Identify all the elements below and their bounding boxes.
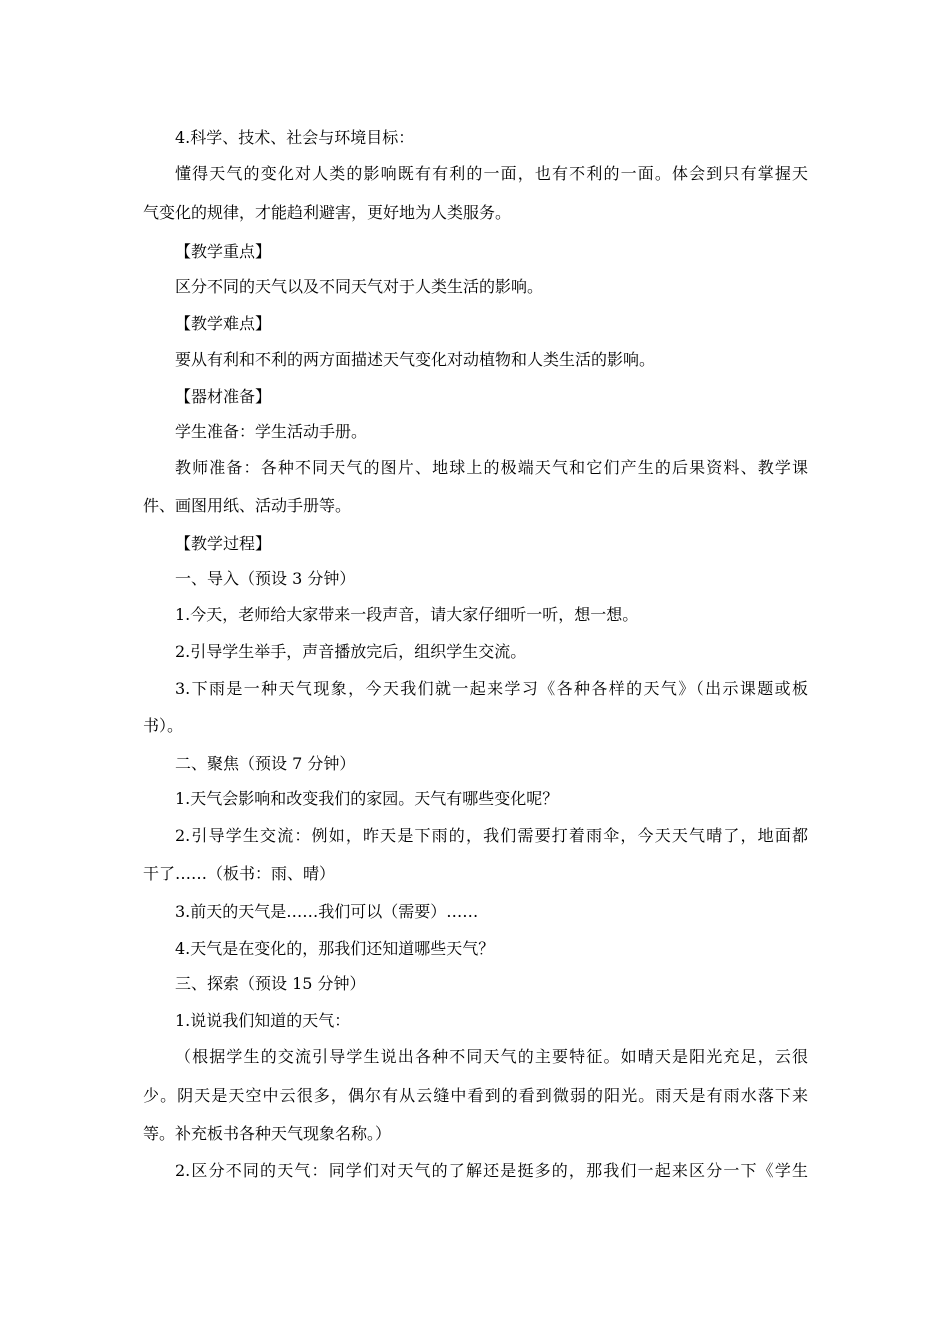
explore-note-line: （根据学生的交流引导学生说出各种不同天气的主要特征。如晴天是阳光充足，云很 bbox=[175, 1047, 808, 1066]
key-points-heading: 【教学重点】 bbox=[175, 242, 272, 261]
explore-note-line: 少。阴天是天空中云很多，偶尔有从云缝中看到的看到微弱的阳光。雨天是有雨水落下来 bbox=[143, 1086, 808, 1105]
intro-step-1: 1.今天，老师给大家带来一段声音，请大家仔细听一听，想一想。 bbox=[175, 605, 639, 624]
difficulties-heading: 【教学难点】 bbox=[175, 314, 272, 333]
teacher-materials-line: 件、画图用纸、活动手册等。 bbox=[143, 496, 352, 515]
difficulties-text: 要从有利和不利的两方面描述天气变化对动植物和人类生活的影响。 bbox=[175, 350, 656, 369]
intro-step-2: 2.引导学生举手，声音播放完后，组织学生交流。 bbox=[175, 642, 527, 661]
intro-step-3-line: 书）。 bbox=[143, 716, 184, 735]
teacher-materials-line: 教师准备：各种不同天气的图片、地球上的极端天气和它们产生的后果资料、教学课 bbox=[175, 458, 808, 477]
focus-step-1: 1.天气会影响和改变我们的家园。天气有哪些变化呢？ bbox=[175, 789, 559, 808]
student-materials: 学生准备：学生活动手册。 bbox=[175, 422, 368, 441]
focus-step-2-line: 干了……（板书：雨、晴） bbox=[143, 864, 336, 883]
key-points-text: 区分不同的天气以及不同天气对于人类生活的影响。 bbox=[175, 277, 544, 296]
materials-heading: 【器材准备】 bbox=[175, 387, 272, 406]
intro-step-3-line: 3.下雨是一种天气现象，今天我们就一起来学习《各种各样的天气》（出示课题或板 bbox=[175, 679, 808, 698]
explore-step-2-line: 2.区分不同的天气：同学们对天气的了解还是挺多的，那我们一起来区分一下《学生 bbox=[175, 1161, 808, 1180]
explore-note-line: 等。补充板书各种天气现象名称。） bbox=[143, 1124, 392, 1143]
process-heading: 【教学过程】 bbox=[175, 534, 272, 553]
objective-text-line: 气变化的规律，才能趋利避害，更好地为人类服务。 bbox=[143, 203, 512, 222]
section-focus-heading: 二、聚焦（预设 7 分钟） bbox=[175, 754, 356, 773]
focus-step-4: 4.天气是在变化的，那我们还知道哪些天气？ bbox=[175, 939, 495, 958]
objective-heading: 4.科学、技术、社会与环境目标： bbox=[175, 128, 415, 147]
objective-text-line: 懂得天气的变化对人类的影响既有有利的一面，也有不利的一面。体会到只有掌握天 bbox=[175, 164, 808, 183]
section-explore-heading: 三、探索（预设 15 分钟） bbox=[175, 974, 366, 993]
explore-step-1: 1.说说我们知道的天气： bbox=[175, 1011, 351, 1030]
focus-step-2-line: 2.引导学生交流：例如，昨天是下雨的，我们需要打着雨伞，今天天气晴了，地面都 bbox=[175, 826, 808, 845]
focus-step-3: 3.前天的天气是……我们可以（需要）…… bbox=[175, 902, 479, 921]
section-intro-heading: 一、导入（预设 3 分钟） bbox=[175, 569, 356, 588]
